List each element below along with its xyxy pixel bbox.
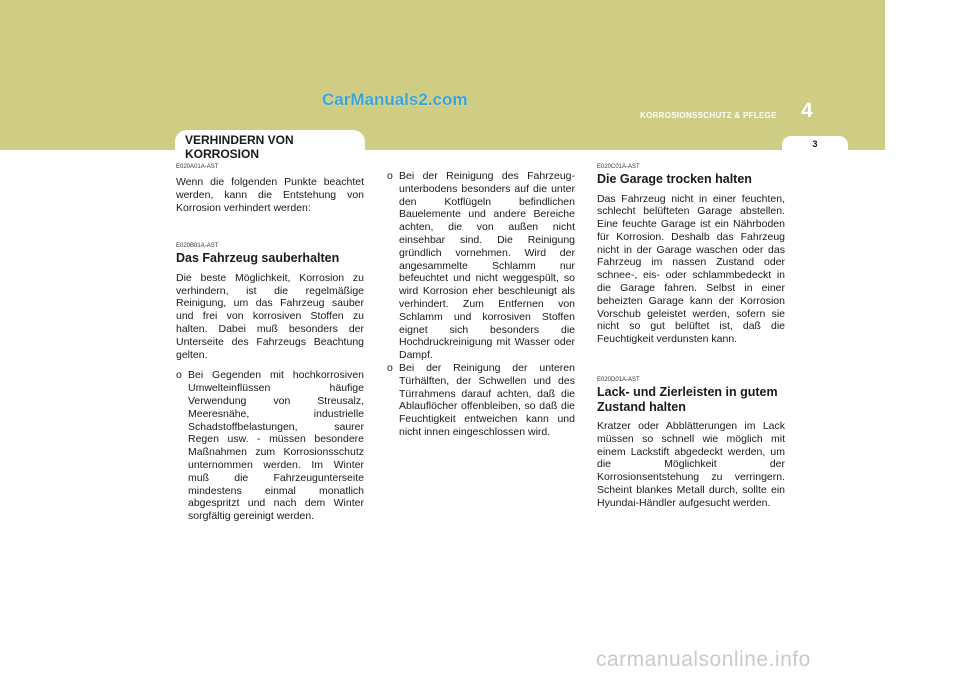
bullet-text: Bei der Reinigung des Fahrzeug-unterbodens besonders auf die unter den Kotflügeln befindlichen Bauelemente und andere Bereiche achten, die von außen nicht einsehbar sind. Die Reinigung gründlich vornehmen. Wird der angesammelte Schlamm nur befeuchtet und nicht weggespült, so wird Korrosion eher beschleunigt als verhindert. Zum Entfernen von Schlamm und korrosiven Stoffen eignet sich besonders die Hochdruckreinigung mit Wasser oder Dampf. — [399, 170, 575, 362]
section-heading-clean: Das Fahrzeug sauberhalten — [176, 251, 340, 266]
trim-text: Kratzer oder Abblätterungen im Lack müssen so schnell wie möglich mit einem Lackstift abgedeckt werden, um die Möglichkeit der Korrosionsentstehung zu verringern. Scheint blankes Metall durch, sollte ein Hyundai-Händler aufgesucht werden. — [597, 420, 785, 509]
header-banner — [0, 0, 885, 150]
bullet-marker: o — [176, 369, 182, 382]
column-right — [597, 163, 785, 510]
trim-code: E020D01A-AST — [597, 377, 640, 384]
bullet-marker: o — [387, 170, 393, 182]
bullet-item — [387, 362, 575, 439]
section-title: KORROSIONSSCHUTZ & PFLEGE — [640, 111, 777, 120]
trim-heading: Lack- und Zierleisten in gutem Zustand halten — [597, 385, 778, 414]
garage-text: Das Fahrzeug nicht in einer feuchten, schlecht belüfteten Garage abstellen. Eine feuchte Garage ist ein Nährboden für Korrosion. Deshalb das Fahrzeug nicht in der Garage waschen oder das Fahrzeug im nassen Zustand oder schnee-, eis- oder schlammbedeckt in die Garage fahren. Selbst in einer beheizten Garage kann der Korrosion Vorschub geleistet werden, sofern sie nicht so gut belüftet ist, daß die Feuchtigkeit verdunsten kann. — [597, 192, 785, 346]
watermark-bottom[interactable]: carmanualsonline.info — [596, 648, 811, 671]
bullet-text: Bei Gegenden mit hochkorrosiven Umwelteinflüssen häufige Verwendung von Streusalz, Meeresnähe, industrielle Schadstoffbelastungen, saurer Regen usw. - müssen besondere Maßnahmen zum Korrosionsschutz unternommen werden. Im Winter muß die Fahrzeugunterseite mindestens einmal monatlich abgespritzt und nach dem Winter sorgfältig gereinigt werden. — [188, 369, 364, 523]
page-number: 3 — [812, 139, 818, 149]
section-number: 4 — [801, 99, 813, 122]
section-text-clean: Die beste Möglichkeit, Korrosion zu verhindern, ist die regelmäßige Reinigung, um das Fahrzeug sauber und frei von korrosiven Stoffen zu halten. Dabei muß besonders der Unterseite des Fahrzeugs Beachtung gelten. — [176, 271, 364, 361]
bullet-item — [176, 369, 364, 523]
garage-heading: Die Garage trocken halten — [597, 172, 752, 186]
bullet-item — [387, 170, 575, 362]
section-code: E020B01A-AST — [176, 243, 219, 250]
bullet-marker: o — [387, 361, 393, 374]
garage-code: E020C01A-AST — [597, 164, 640, 170]
column-left — [176, 163, 364, 523]
watermark-top[interactable]: CarManuals2.com — [322, 90, 468, 109]
intro-text: Wenn die folgenden Punkte beachtet werden, kann die Entstehung von Korrosion verhindert werden: — [176, 176, 364, 214]
intro-code: E020A01A-AST — [176, 164, 219, 170]
column-middle — [387, 170, 575, 439]
page-heading: VERHINDERN VON KORROSION — [185, 133, 294, 161]
bullet-text: Bei der Reinigung der unteren Türhälften, der Schwellen und des Türrahmens darauf achten, daß die Ablauflöcher offenbleiben, so daß die Feuchtigkeit entweichen kann und nicht innen eingeschlossen wird. — [399, 361, 575, 438]
